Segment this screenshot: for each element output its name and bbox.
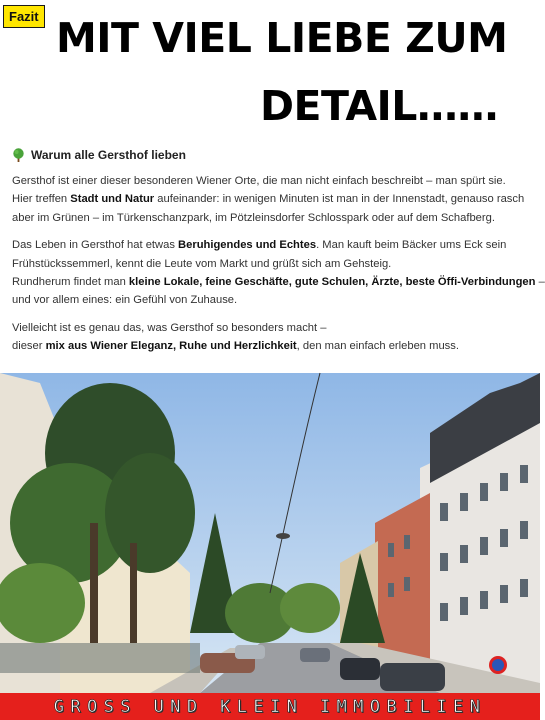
bold-text: mix aus Wiener Eleganz, Ruhe und Herzlichkeit bbox=[45, 340, 297, 353]
article-heading-text: Warum alle Gersthof lieben bbox=[31, 148, 186, 162]
paragraph-2 bbox=[12, 236, 545, 310]
headline-line-1: MIT VIEL LIEBE ZUM bbox=[56, 14, 508, 62]
text-span: dieser bbox=[12, 340, 46, 353]
headline-line-2: DETAIL…… bbox=[260, 82, 498, 130]
text-span: aufeinander: in wenigen Minuten ist man in der Innenstadt, genauso rasch bbox=[154, 193, 525, 206]
bold-text: Stadt und Natur bbox=[70, 193, 155, 206]
text-span: Hier treffen bbox=[12, 193, 71, 206]
bold-text: Beruhigendes und Echtes bbox=[178, 239, 317, 252]
article-heading bbox=[12, 148, 532, 162]
text-span: . Man kauft beim Bäcker ums Eck sein bbox=[316, 239, 507, 252]
text-line bbox=[12, 337, 532, 355]
text-span: – bbox=[535, 276, 545, 289]
paragraph-1 bbox=[12, 172, 532, 227]
street-photo bbox=[0, 373, 540, 693]
text-line: Vielleicht ist es genau das, was Gersthof so besonders macht – bbox=[12, 321, 327, 334]
text-span: , den man einfach erleben muss. bbox=[296, 340, 459, 353]
tree-icon bbox=[12, 148, 25, 162]
fazit-tag: Fazit bbox=[3, 5, 45, 28]
article bbox=[12, 148, 545, 365]
text-line: Gersthof ist einer dieser besonderen Wiener Orte, die man nicht einfach beschreibt – man spürt sie. bbox=[12, 175, 506, 187]
text-line: und vor allem eines: ein Gefühl von Zuhause. bbox=[12, 294, 238, 307]
text-line bbox=[12, 236, 532, 254]
bold-text: kleine Lokale, feine Geschäfte, gute Schulen, Ärzte, beste Öffi-Verbindungen bbox=[128, 276, 536, 289]
company-name: GROSS UND KLEIN IMMOBILIEN bbox=[53, 696, 487, 717]
text-span: Rundherum findet man bbox=[12, 276, 129, 289]
text-line bbox=[12, 190, 532, 208]
text-line: Frühstückssemmerl, kennt die Leute vom Markt und grüßt sich am Gehsteig. bbox=[12, 257, 392, 270]
text-span: Das Leben in Gersthof hat etwas bbox=[12, 239, 179, 252]
text-line: aber im Grünen – im Türkenschanzpark, im Pötzleinsdorfer Schlosspark oder auf dem Schafberg. bbox=[12, 211, 495, 224]
company-banner bbox=[0, 693, 540, 720]
paragraph-3 bbox=[12, 319, 532, 356]
text-line bbox=[12, 273, 545, 291]
